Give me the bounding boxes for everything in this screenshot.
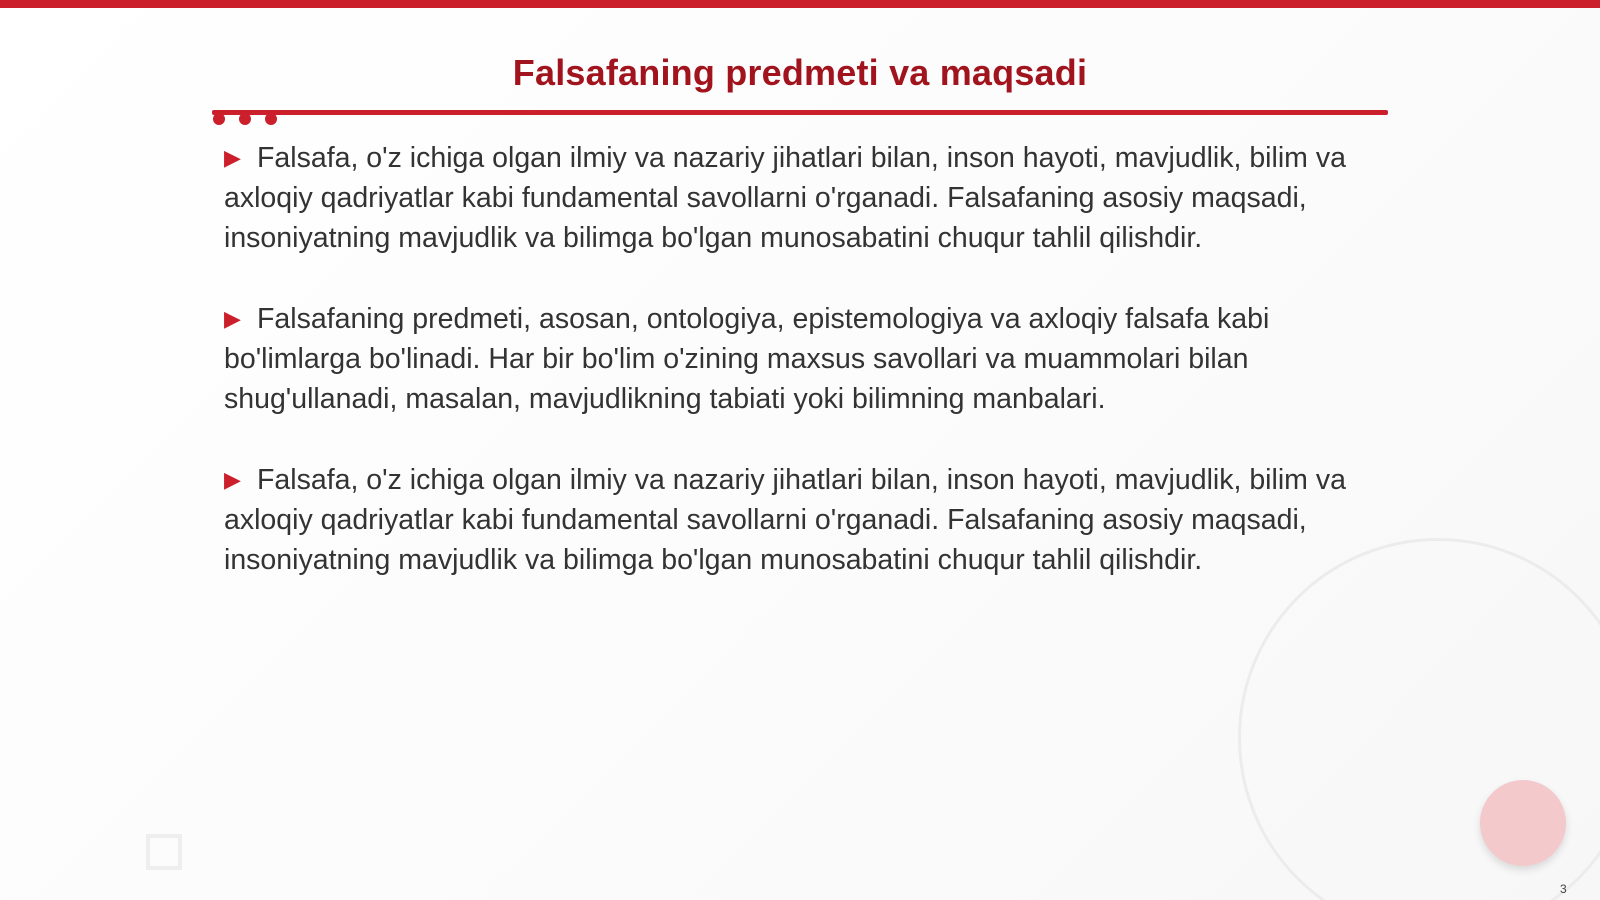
page-number: 3 [1560, 882, 1567, 896]
arrow-bullet-icon: ▶ [224, 467, 241, 492]
arrow-bullet-icon: ▶ [224, 306, 241, 331]
bullet-text: Falsafa, o'z ichiga olgan ilmiy va nazariy jihatlari bilan, inson hayoti, mavjudlik, bilim va axloqiy qadriyatlar kabi fundamental savollarni o'rganadi. Falsafaning asosiy maqsadi, insoniyatning mavjudlik va bilimga bo'lgan munosabatini chuqur tahlil qilishdir. [224, 142, 1346, 254]
top-accent-bar [0, 0, 1600, 8]
bullet-item [224, 460, 1374, 580]
decor-dot-icon [213, 113, 225, 125]
decor-dot-icon [265, 113, 277, 125]
decor-pink-circle-icon [1480, 780, 1566, 866]
decor-dot-icon [239, 113, 251, 125]
slide-title: Falsafaning predmeti va maqsadi [512, 52, 1088, 93]
bullet-text: Falsafa, o'z ichiga olgan ilmiy va nazariy jihatlari bilan, inson hayoti, mavjudlik, bilim va axloqiy qadriyatlar kabi fundamental savollarni o'rganadi. Falsafaning asosiy maqsadi, insoniyatning mavjudlik va bilimga bo'lgan munosabatini chuqur tahlil qilishdir. [224, 464, 1346, 576]
bullet-item [224, 299, 1374, 419]
arrow-bullet-icon: ▶ [224, 145, 241, 170]
bullet-text: Falsafaning predmeti, asosan, ontologiya, epistemologiya va axloqiy falsafa kabi bo'limlarga bo'linadi. Har bir bo'lim o'zining maxsus savollari va muammolari bilan shug'ullanadi, masalan, mavjudlikning tabiati yoki bilimning manbalari. [224, 303, 1270, 415]
bullet-item [224, 138, 1374, 258]
bullet-list [224, 138, 1374, 621]
title-underline [212, 110, 1388, 115]
decor-square-icon [146, 834, 182, 870]
